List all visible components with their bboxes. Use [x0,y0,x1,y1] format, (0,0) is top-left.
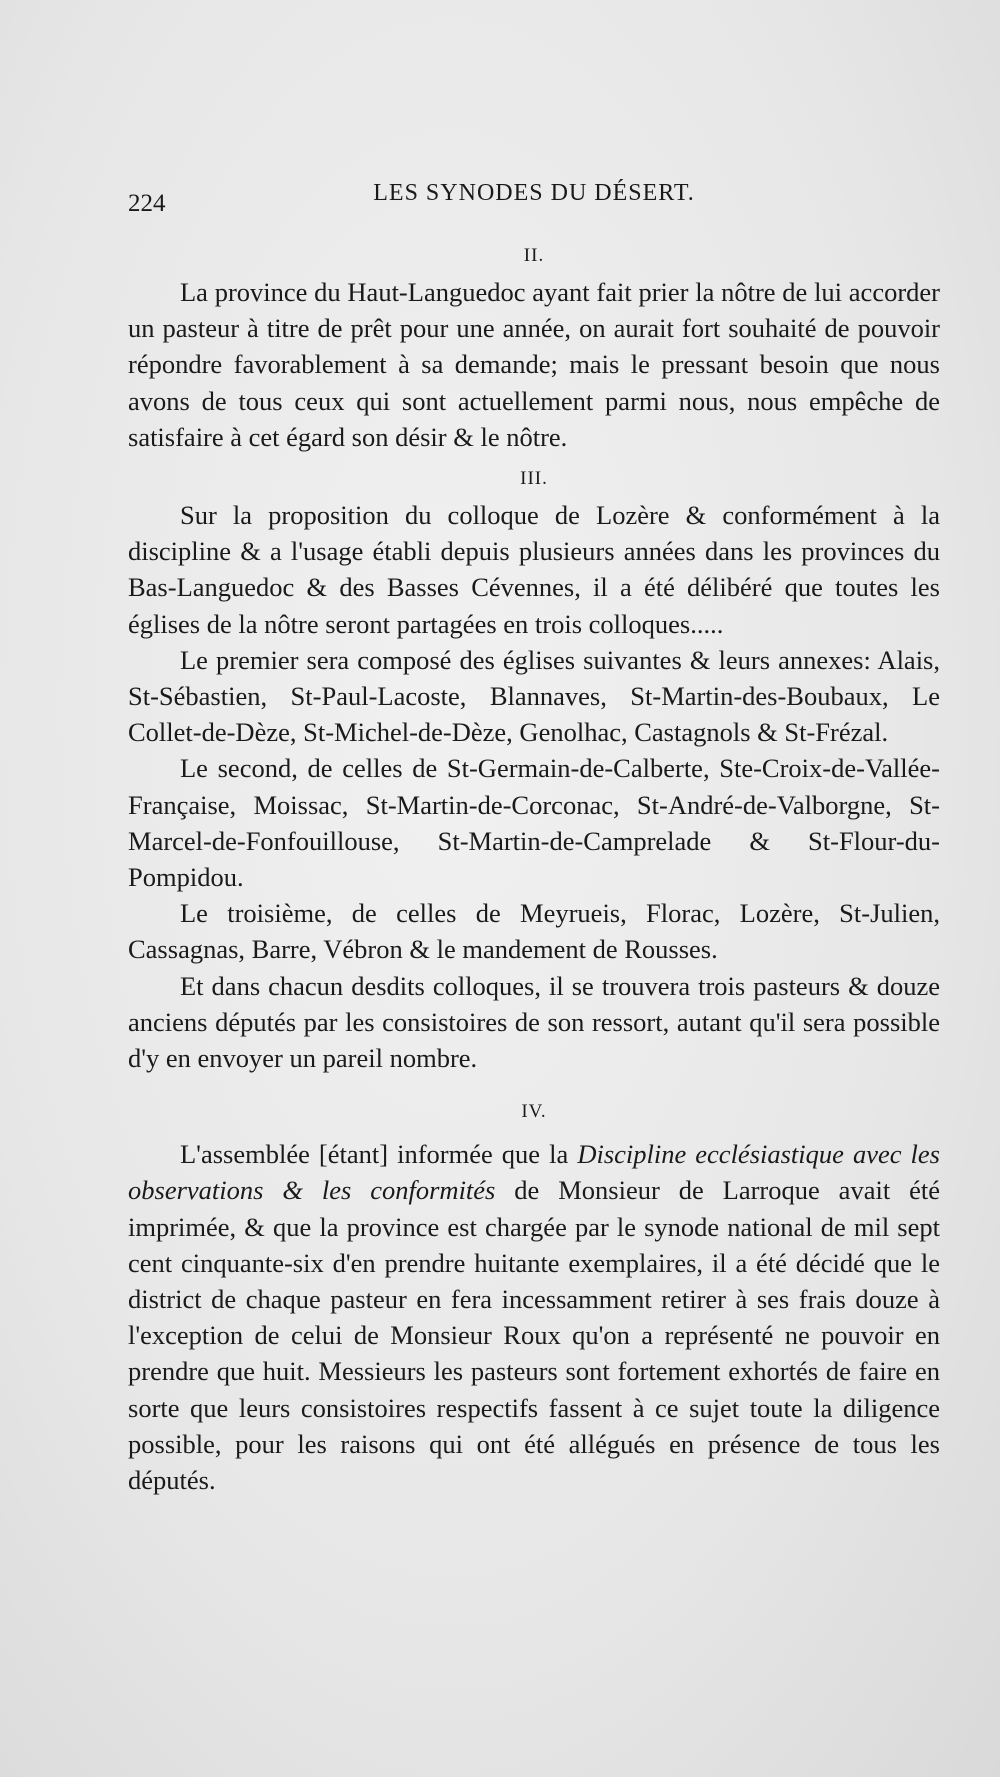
section-ii [128,238,940,455]
paragraph-text: L'assemblée [étant] informée que la [180,1139,578,1170]
body-text [128,238,940,1498]
page-number: 224 [128,190,166,217]
section-iv [128,1094,940,1498]
running-title: LES SYNODES DU DÉSERT. [373,180,695,206]
paragraph: Sur la proposition du colloque de Lozère & conformément à la discipline & a l'usage établi depuis plusieurs années dans les provinces du Bas-Languedoc & des Basses Cévennes, il a été délibéré que toutes les églises de la nôtre seront partagées en trois colloques..... [128,500,940,639]
paragraph: Le second, de celles de St-Germain-de-Calberte, Ste-Croix-de-Vallée-Française, Moissac, St-Martin-de-Corconac, St-André-de-Valborgne, St-Marcel-de-Fonfouillouse, St-Martin-de-Camprelade & St-Flour-du-Pompidou. [128,753,940,893]
paragraph [128,1136,940,1498]
paragraph: La province du Haut-Languedoc ayant fait prier la nôtre de lui accorder un pasteur à titre de prêt pour une année, on aurait fort souhaité de pouvoir répondre favorablement à sa demande; mais le pressant besoin que nous avons de tous ceux qui sont actuellement parmi nous, nous empêche de satisfaire à cet égard son désir & le nôtre. [128,277,940,452]
section-iii [128,461,940,1076]
page-header [128,180,940,220]
book-title-italic: Discipline ecclésiastique avec les observations & les conformités [128,1139,940,1206]
paragraph-text: de Monsieur de Larroque avait été imprimée, & que la province est chargée par le synode national de mil sept cent cinquante-six d'en prendre huitante exemplaires, il a été décidé que le district de chaque pasteur en fera incessamment retirer à ses frais douze à l'exception de celui de Monsieur Roux qu'on a représenté ne pouvoir en prendre que huit. Messieurs les pasteurs sont fortement exhortés de faire en sorte que leurs consistoires respectifs fassent à ce sujet toute la diligence possible, pour les raisons qui ont été allégués en présence de tous les députés. [128,1175,940,1496]
section-heading: II. [523,245,545,266]
section-heading: IV. [521,1101,547,1123]
paragraph: Et dans chacun desdits colloques, il se trouvera trois pasteurs & douze anciens députés par les consistoires de son ressort, autant qu'il sera possible d'y en envoyer un pareil nombre. [128,970,940,1074]
paragraph: Le premier sera composé des églises suivantes & leurs annexes: Alais, St-Sébastien, St-Paul-Lacoste, Blannaves, St-Martin-des-Boubaux, Le Collet-de-Dèze, St-Michel-de-Dèze, Genolhac, Castagnols & St-Frézal. [128,644,940,748]
section-heading: III. [520,468,548,490]
paragraph: Le troisième, de celles de Meyrueis, Florac, Lozère, St-Julien, Cassagnas, Barre, Vébron & le mandement de Rousses. [128,898,940,965]
